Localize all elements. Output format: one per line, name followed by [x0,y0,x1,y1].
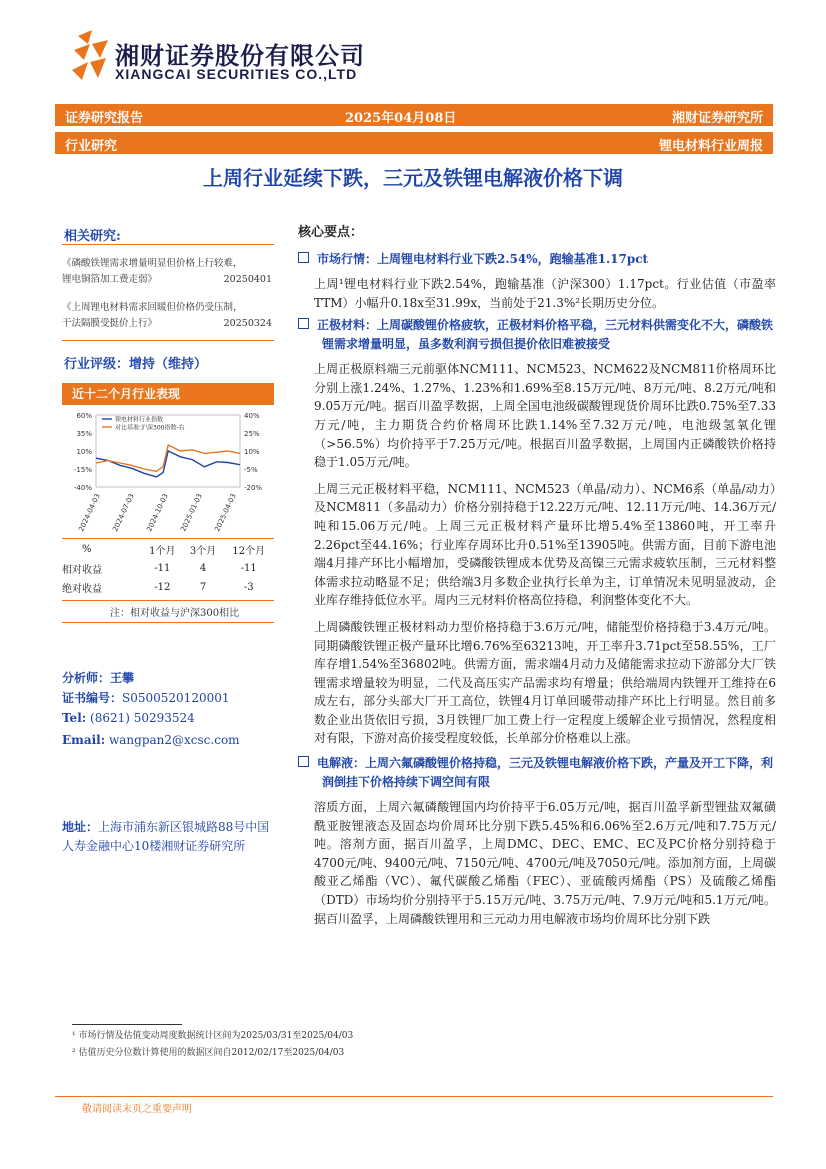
table-row: 绝对收益 -12 7 -3 [62,582,254,595]
cathode-paragraph-1: 上周正极原料端三元前驱体NCM111、NCM523、NCM622及NCM811价格周环比分别上涨1.24%、1.27%、1.23%和1.69%至8.15万元/吨、8万元/吨、8.2万元/吨和9.05万元/吨。据百川盈孚数据，上周全国电池级碳酸锂现货价周环比跌0.75%至7.33万元/吨，主力期货合约价格周环比跌1.14%至7.32万元/吨，电池级氢氧化锂（>56.5%）均价持平于7.25万元/吨。根据百川盈孚数据，上周国内正磷酸铁价格持稳于1.05万元/吨。 [314,362,776,470]
divider [62,244,274,245]
y-left-tick-label: -40% [73,484,92,492]
company-name-cn: 湘财证券股份有限公司 [115,43,365,70]
y-right-tick-label: 25% [244,430,260,438]
legend-label: 对比基准:沪深300指数-右 [115,424,185,432]
analyst-name: 分析师：王攀 [62,671,135,685]
table-row: 相对收益 -11 4 -11 [62,563,257,576]
cathode-paragraph-2: 上周三元正极材料平稳，NCM111、NCM523（单晶/动力）、NCM6系（单晶/动力）及NCM811（多晶动力）价格分别持稳于12.22万元/吨、12.11万元/吨、14.36万元/吨和15.06万元/吨。上周三元正极材料产量环比增5.4%至13860吨，开工率升2.26pct至44.16%；行业库存周环比升0.51%至13905吨。供需方面，目前下游电池端4月排产环比小幅增加，受磷酸铁锂成本优势及高镍三元需求疲软压制，三元材料整体需求拉动略显不足；供给端3月多数企业执行长单为主，订单情况未见明显波动，企业库存维持低位水平。周内三元材料价格高位持稳，利润整体变化不大。 [314,481,776,608]
table-note: 注：相对收益与沪深300相比 [110,608,240,619]
y-right-tick-label: 10% [244,448,260,456]
related-item[interactable]: 《上周锂电材料需求回暖但价格仍受压制， 干法隔膜受挺价上行》 20250324 [62,302,272,329]
chart-heading: 近十二个月行业表现 [62,383,274,405]
y-left-tick-label: 10% [76,448,92,456]
checkbox-bullet-icon [298,252,309,263]
divider [62,622,274,623]
y-left-tick-label: -15% [73,466,92,474]
company-name-en: XIANGCAI SECURITIES CO.,LTD [115,66,358,82]
page-title: 上周行业延续下跌，三元及铁锂电解液价格下调 [203,168,623,190]
report-date: 2025年04月08日 [345,111,457,126]
series-line [96,451,240,477]
x-tick-label: 2024-04-03 [77,492,102,533]
core-heading: 核心要点： [298,225,364,240]
report-category: 行业研究 [65,139,118,154]
x-tick-label: 2024-07-03 [111,492,136,533]
y-right-tick-label: -20% [244,484,263,492]
company-logo [70,30,110,82]
industry-rating: 行业评级：增持（维持） [64,357,208,372]
cathode-title: 正极材料：上周碳酸锂价格疲软，正极材料价格平稳，三元材料供需变化不大，磷酸铁锂需求增量明显，虽多数利润亏损但提价依旧难被接受 [298,316,776,354]
analyst-email[interactable]: Email: wangpan2@xcsc.com [62,733,240,747]
analyst-tel: Tel: (8621) 50293524 [62,711,195,725]
y-right-tick-label: -5% [244,466,258,474]
divider [62,600,274,601]
x-tick-label: 2025-04-03 [213,492,238,533]
performance-chart-box [62,383,274,549]
performance-chart [62,405,274,545]
series-line [96,445,240,471]
header-bar-bottom [55,132,773,154]
divider [62,340,274,341]
electrolyte-paragraph-1: 溶质方面，上周六氟磷酸锂国内均价持平于6.05万元/吨，据百川盈孚新型锂盐双氟磺酰亚胺锂液态及固态均价周环比分别下跌5.45%和6.06%至2.6万元/吨和7.75万元/吨。溶剂方面，据百川盈孚，上周DMC、DEC、EMC、EC及PC价格分别持稳于4700元/吨、9400元/吨、7150元/吨、4700元/吨及7050元/吨。添加剂方面，上周碳酸亚乙烯酯（VC）、氟代碳酸乙烯酯（FEC）、亚硫酸丙烯酯（PS）及硫酸乙烯酯（DTD）市场均价分别持平于5.15万元/吨、3.75万元/吨、7.9万元/吨和5.1万元/吨。据百川盈孚，上周磷酸铁锂用和三元动力用电解液市场均价周环比分别下跌 [314,800,776,926]
footnotes [72,1028,353,1062]
y-left-tick-label: 35% [76,430,92,438]
report-series: 锂电材料行业周报 [658,139,763,154]
related-heading: 相关研究: [64,229,121,244]
table-header-row: % 1个月 3个月 12个月 [82,544,266,557]
y-right-tick-label: 40% [244,412,260,420]
market-body: 上周¹锂电材料行业下跌2.54%，跑输基准（沪深300）1.17pct。行业估值（市盈率TTM）小幅升0.18x至31.99x，当前处于21.3%²长期历史分位。 [314,277,776,310]
address: 地址：上海市浦东新区银城路88号中国人寿金融中心10楼湘财证券研究所 [62,820,270,853]
footnote-divider [72,1024,182,1025]
related-item[interactable]: 《磷酸铁锂需求增量明显但价格上行较难， 锂电铜箔加工费走弱》 20250401 [62,258,272,285]
market-title: 市场行情：上周锂电材料行业下跌2.54%，跑输基准1.17pct [298,250,776,269]
electrolyte-title: 电解液：上周六氟磷酸锂价格持稳，三元及铁锂电解液价格下跌，产量及开工下降，利润倒挂下价格持续下调空间有限 [298,754,776,792]
legend-label: 锂电材料行业指数 [115,416,164,424]
checkbox-bullet-icon [298,318,309,329]
institute-name: 湘财证券研究所 [671,111,763,126]
core-points [298,221,776,946]
footnote-1: ¹ 市场行情及估值变动周度数据统计区间为2025/03/31至2025/04/03 [72,1031,354,1041]
footer-disclaimer[interactable]: 敬请阅读末页之重要声明 [82,1104,192,1115]
header-bar-top [55,104,773,126]
footnote-2: ² 估值历史分位数计算使用的数据区间自2012/02/17至2025/04/03 [72,1048,345,1058]
footer-divider [55,1096,773,1097]
analyst-cert: 证书编号：S0500520120001 [62,691,230,705]
y-left-tick-label: 60% [76,412,92,420]
x-tick-label: 2025-01-03 [179,492,204,533]
report-type: 证券研究报告 [65,111,144,126]
performance-table [62,540,274,597]
divider [62,538,274,539]
x-tick-label: 2024-10-03 [145,492,170,533]
cathode-paragraph-3: 上周磷酸铁锂正极材料动力型价格持稳于3.6万元/吨，储能型价格持稳于3.4万元/吨。同期磷酸铁锂正极产量环比增6.76%至63213吨，开工率升3.71pct至58.55%，工厂库存增1.54%至36802吨。供需方面，需求端4月动力及储能需求拉动下游部分大厂铁锂需求增量较为明显，二代及高压实产品需求均有增量；供给端周内铁锂开工维持在6成左右，部分头部大厂开工高位，铁锂4月订单回暖带动排产环比上行明显。然目前多数企业出货依旧亏损，3月铁锂厂加工费上行一定程度上缓解企业亏损情况，然程度相对有限，下游对高价接受程度较低，长单部分价格难以上涨。 [314,619,776,746]
checkbox-bullet-icon [298,756,309,767]
